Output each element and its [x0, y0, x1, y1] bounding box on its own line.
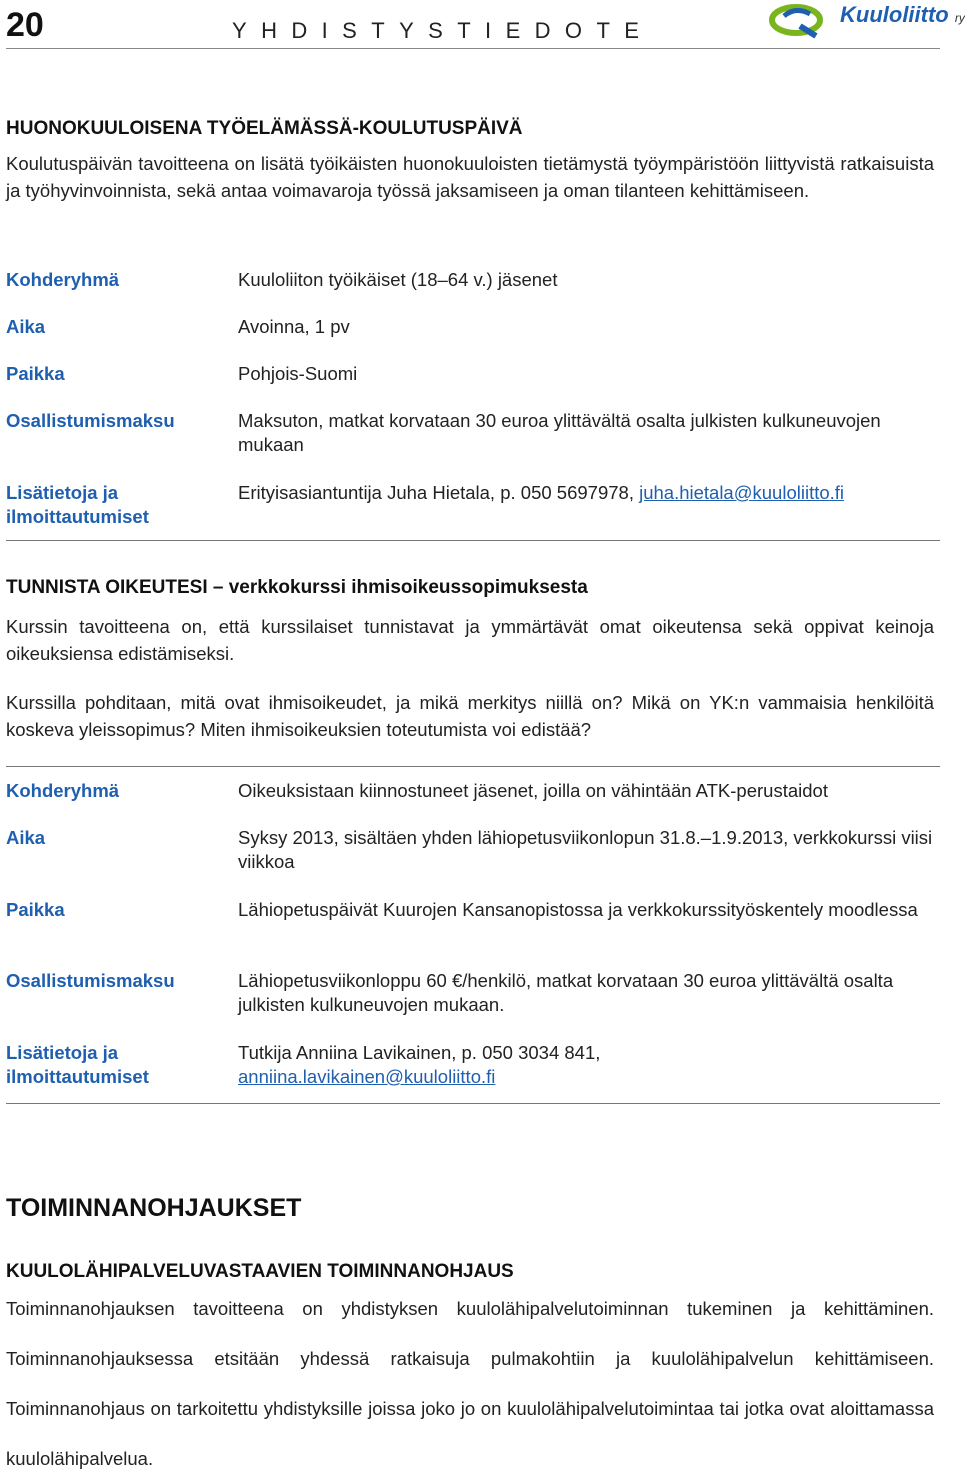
info-label: Kohderyhmä — [6, 269, 120, 290]
info-value: Avoinna, 1 pv — [238, 316, 350, 337]
info-label: Osallistumismaksu — [6, 410, 175, 431]
section2-title: TUNNISTA OIKEUTESI – verkkokurssi ihmisoikeussopimuksesta — [6, 577, 588, 598]
email-link[interactable]: juha.hietala@kuuloliitto.fi — [639, 482, 845, 503]
page-number: 20 — [6, 6, 44, 44]
info-value — [238, 481, 938, 505]
section3-subtitle: KUULOLÄHIPALVELUVASTAAVIEN TOIMINNANOHJAUS — [6, 1261, 514, 1282]
info-label: Lisätietoja ja ilmoittautumiset — [6, 1042, 149, 1087]
info-label: Aika — [6, 827, 46, 848]
logo-mark-icon — [770, 2, 840, 42]
section1-info-table — [6, 256, 940, 541]
info-value — [238, 1041, 938, 1089]
page-header — [6, 0, 965, 49]
info-value: Kuuloliiton työikäiset (18–64 v.) jäsenet — [238, 269, 558, 290]
email-link[interactable]: anniina.lavikainen@kuuloliitto.fi — [238, 1066, 496, 1087]
section3-heading: TOIMINNANOHJAUKSET — [6, 1194, 302, 1222]
info-label: Paikka — [6, 363, 65, 384]
info-label: Lisätietoja ja ilmoittautumiset — [6, 482, 149, 527]
contact-text: Erityisasiantuntija Juha Hietala, p. 050 5697978, — [238, 482, 634, 503]
info-label: Aika — [6, 316, 46, 337]
info-label: Paikka — [6, 899, 65, 920]
info-label: Osallistumismaksu — [6, 970, 175, 991]
section2-para2: Kurssilla pohditaan, mitä ovat ihmisoikeudet, ja mikä merkitys niillä on? Mikä on YK:n vammaisia henkilöitä koskeva yleissopimus? Miten ihmisoikeuksien toteutumista voi edistää? — [6, 692, 934, 740]
info-value: Syksy 2013, sisältäen yhden lähiopetusviikonlopun 31.8.–1.9.2013, verkkokurssi viisi viikkoa — [238, 827, 933, 872]
publication-title: YHDISTYSTIEDOTE — [232, 18, 654, 43]
info-value: Maksuton, matkat korvataan 30 euroa ylittävältä osalta julkisten kulkuneuvojen mukaan — [238, 410, 881, 455]
info-value: Pohjois-Suomi — [238, 363, 358, 384]
logo-text: Kuuloliitto ry — [840, 2, 965, 27]
section2-para1: Kurssin tavoitteena on, että kurssilaiset tunnistavat ja ymmärtävät omat oikeutensa sekä oppivat keinoja oikeuksiensa edistämiseksi. — [6, 616, 934, 664]
section3-para: Toiminnanohjauksen tavoitteena on yhdistyksen kuulolähipalvelutoiminnan tukeminen ja kehittäminen. Toiminnanohjauksessa etsitään yhdessä ratkaisuja pulmakohtiin ja kuulolähipalvelun kehittämiseen. Toiminnanohjaus on tarkoitettu yhdistyksille joissa joko jo on kuulolähipalvelutoimintaa tai jotka ovat aloittamassa kuulolähipalvelua. — [6, 1298, 934, 1469]
info-value: Oikeuksistaan kiinnostuneet jäsenet, joilla on vähintään ATK-perustaidot — [238, 780, 828, 801]
kuuloliitto-logo — [770, 2, 965, 42]
section1-intro: Koulutuspäivän tavoitteena on lisätä työikäisten huonokuuloisten tietämystä työympäristöön liittyvistä ratkaisuista ja työhyvinvoinnista, sekä antaa voimavaroja työssä jaksamiseen ja oman tilanteen kehittämiseen. — [6, 153, 934, 201]
section2-info-table — [6, 766, 940, 1104]
info-label: Kohderyhmä — [6, 780, 120, 801]
info-value: Lähiopetuspäivät Kuurojen Kansanopistossa ja verkkokurssityöskentely moodlessa — [238, 899, 918, 920]
info-value: Lähiopetusviikonloppu 60 €/henkilö, matkat korvataan 30 euroa ylittävältä osalta julkisten kulkuneuvojen mukaan. — [238, 970, 894, 1015]
contact-text: Tutkija Anniina Lavikainen, p. 050 3034 841, — [238, 1042, 601, 1063]
section1-title: HUONOKUULOISENA TYÖELÄMÄSSÄ-KOULUTUSPÄIVÄ — [6, 118, 523, 139]
logo-suffix: ry — [954, 11, 965, 25]
